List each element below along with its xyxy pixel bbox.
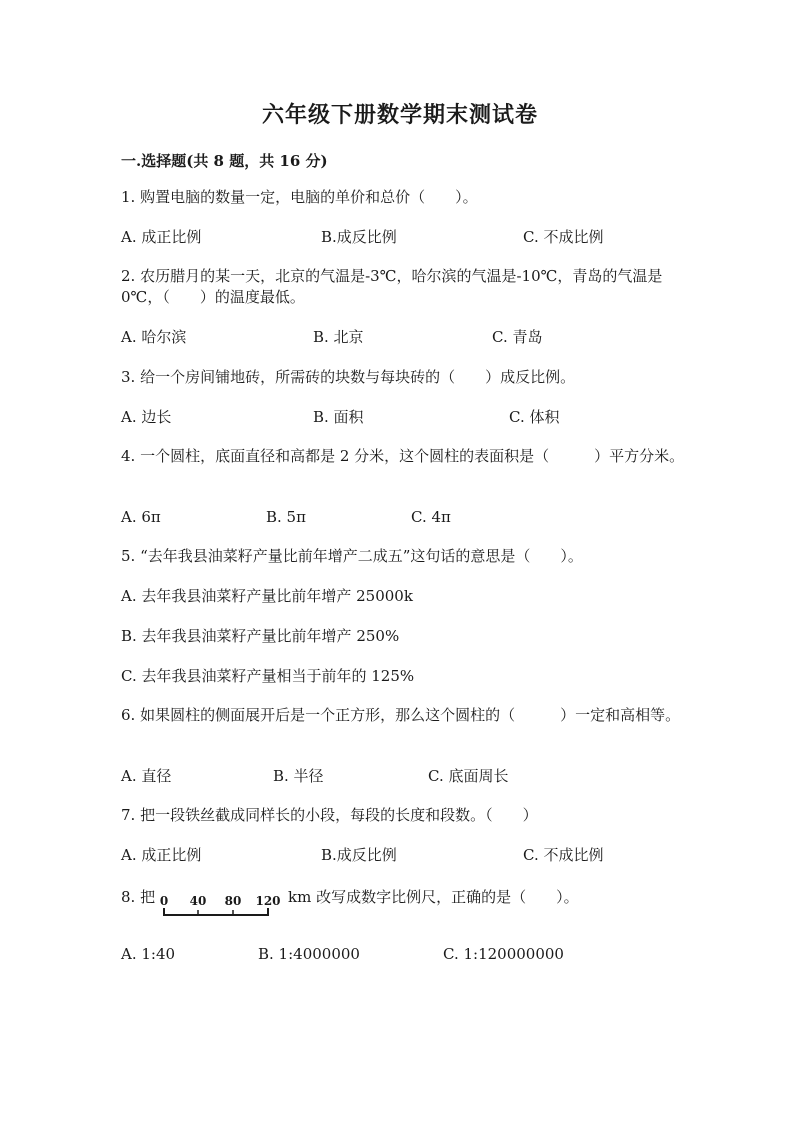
question-6-option-b: B. 半径 xyxy=(273,767,324,785)
scale-label-120: 120 xyxy=(255,894,281,908)
question-2-option-b: B. 北京 xyxy=(313,328,364,346)
question-1-option-a: A. 成正比例 xyxy=(121,228,202,246)
question-8-stem-before: 8. 把 xyxy=(121,888,156,906)
question-6-option-c: C. 底面周长 xyxy=(428,767,509,785)
scale-label-0: 0 xyxy=(159,894,169,908)
scale-label-80: 80 xyxy=(224,894,242,908)
question-2-stem: 2. 农历腊月的某一天，北京的气温是-3℃，哈尔滨的气温是-10℃，青岛的气温是 0℃，（ ）的温度最低。 xyxy=(121,267,663,306)
question-4-option-b: B. 5π xyxy=(266,508,306,526)
question-3-stem: 3. 给一个房间铺地砖，所需砖的块数与每块砖的（ ）成反比例。 xyxy=(121,368,576,386)
question-2-option-a: A. 哈尔滨 xyxy=(121,328,187,346)
scale-bar-diagram xyxy=(158,893,284,921)
question-5-option-b: B. 去年我县油菜籽产量比前年增产 250% xyxy=(121,627,400,645)
question-8-stem-after: km 改写成数字比例尺，正确的是（ ）。 xyxy=(288,888,579,906)
question-7-option-a: A. 成正比例 xyxy=(121,846,202,864)
question-8-option-a: A. 1:40 xyxy=(121,945,176,963)
question-3-option-b: B. 面积 xyxy=(313,408,364,426)
question-4-option-a: A. 6π xyxy=(121,508,161,526)
question-5-option-a: A. 去年我县油菜籽产量比前年增产 25000k xyxy=(121,587,413,605)
question-8-option-c: C. 1:120000000 xyxy=(443,945,564,963)
question-6-option-a: A. 直径 xyxy=(121,767,172,785)
question-5-option-c: C. 去年我县油菜籽产量相当于前年的 125% xyxy=(121,667,415,685)
question-7-option-c: C. 不成比例 xyxy=(523,846,604,864)
question-3-option-a: A. 边长 xyxy=(121,408,172,426)
question-7-stem: 7. 把一段铁丝截成同样长的小段，每段的长度和段数。（ ） xyxy=(121,806,538,824)
scale-label-40: 40 xyxy=(189,894,207,908)
question-2-option-c: C. 青岛 xyxy=(492,328,543,346)
question-4-option-c: C. 4π xyxy=(411,508,451,526)
question-6-stem: 6. 如果圆柱的侧面展开后是一个正方形，那么这个圆柱的（ ）一定和高相等。 xyxy=(121,706,681,724)
question-1-option-c: C. 不成比例 xyxy=(523,228,604,246)
question-3-option-c: C. 体积 xyxy=(509,408,560,426)
question-8-option-b: B. 1:4000000 xyxy=(258,945,360,963)
question-1-option-b: B.成反比例 xyxy=(321,228,397,246)
question-1-stem: 1. 购置电脑的数量一定，电脑的单价和总价（ ）。 xyxy=(121,188,478,206)
question-5-stem: 5. “去年我县油菜籽产量比前年增产二成五”这句话的意思是（ ）。 xyxy=(121,547,583,565)
question-7-option-b: B.成反比例 xyxy=(321,846,397,864)
section-heading: 一.选择题(共 8 题，共 16 分) xyxy=(121,152,328,170)
page-title: 六年级下册数学期末测试卷 xyxy=(261,102,538,128)
question-4-stem: 4. 一个圆柱，底面直径和高都是 2 分米，这个圆柱的表面积是（ ）平方分米。 xyxy=(121,447,685,465)
